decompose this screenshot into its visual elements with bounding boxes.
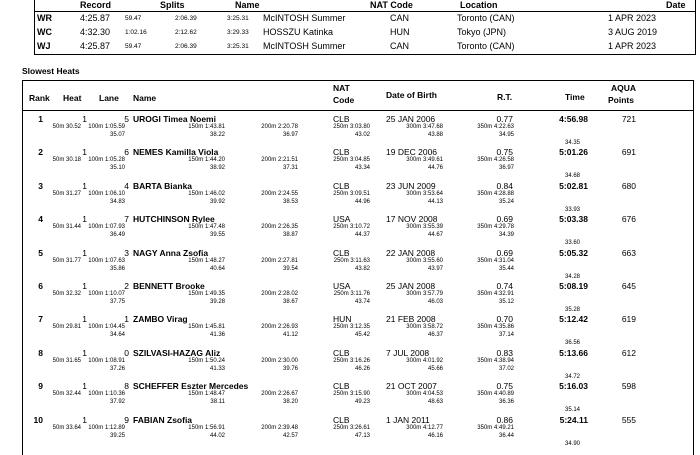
split-50: 50m 33.64 bbox=[52, 424, 81, 431]
date-of-birth: 19 DEC 2006 bbox=[386, 147, 438, 158]
delta-100: 35.86 bbox=[109, 265, 125, 272]
delta-200: 37.31 bbox=[282, 165, 298, 172]
delta-200: 36.97 bbox=[282, 132, 298, 138]
delta-300: 43.97 bbox=[427, 265, 443, 272]
aqua-header-1: AQUA bbox=[611, 83, 637, 93]
date-of-birth: 1 JAN 2011 bbox=[386, 414, 430, 425]
split-150: 150m 1:56.91 bbox=[188, 424, 225, 431]
heat-cell: 1 bbox=[82, 381, 87, 392]
delta-250: 43.82 bbox=[354, 265, 370, 272]
delta-400: 34.35 bbox=[564, 140, 580, 146]
lane-cell: 4 bbox=[124, 180, 129, 191]
final-time: 5:02.81 bbox=[559, 180, 588, 191]
heat-cell: 1 bbox=[82, 281, 87, 291]
record-time: 4:32.30 bbox=[80, 27, 111, 37]
aqua-points: 645 bbox=[621, 281, 636, 291]
split-300: 300m 3:55.39 bbox=[406, 224, 443, 231]
rt-header: R.T. bbox=[497, 92, 513, 102]
split-150: 150m 1:46.02 bbox=[188, 190, 225, 197]
delta-100: 35.10 bbox=[109, 165, 125, 172]
split-150: 150m 1:47.48 bbox=[188, 224, 225, 231]
split-100: 100m 1:12.89 bbox=[88, 424, 125, 431]
lane-cell: 1 bbox=[124, 314, 129, 325]
split-200: 200m 2:26.93 bbox=[261, 324, 298, 331]
table-row bbox=[23, 248, 693, 281]
split-100: 100m 1:06.10 bbox=[88, 190, 125, 197]
delta-150: 41.36 bbox=[209, 332, 225, 339]
split-300: 300m 3:49.61 bbox=[406, 157, 443, 164]
split-300: 300m 3:55.60 bbox=[406, 257, 443, 264]
delta-250: 44.37 bbox=[354, 232, 370, 239]
rank-cell: 5 bbox=[38, 247, 43, 258]
final-time: 5:24.11 bbox=[559, 414, 588, 425]
results-table bbox=[22, 80, 694, 455]
aqua-points: 676 bbox=[621, 214, 636, 225]
table-row bbox=[23, 381, 693, 414]
delta-150: 39.28 bbox=[209, 299, 225, 305]
name-header: Name bbox=[235, 0, 260, 10]
heat-cell: 1 bbox=[82, 414, 87, 425]
delta-100: 37.75 bbox=[109, 299, 125, 305]
record-date: 3 AUG 2019 bbox=[608, 27, 658, 37]
delta-250: 43.74 bbox=[354, 299, 370, 305]
table-row bbox=[23, 181, 693, 214]
split-50: 50m 32.44 bbox=[52, 391, 81, 398]
split-100: 100m 1:05.59 bbox=[88, 124, 125, 130]
record-split-50: 59.47 bbox=[125, 43, 142, 50]
delta-400: 35.14 bbox=[564, 407, 580, 414]
split-50: 50m 32.32 bbox=[52, 291, 81, 297]
split-150: 150m 1:49.35 bbox=[188, 291, 225, 297]
split-350: 350m 4:35.86 bbox=[477, 324, 514, 331]
split-200: 200m 2:28.02 bbox=[261, 291, 298, 297]
split-150: 150m 1:45.81 bbox=[188, 324, 225, 331]
nat-code: CLB bbox=[333, 180, 350, 191]
record-row bbox=[35, 12, 695, 26]
reaction-time: 0.70 bbox=[496, 314, 513, 325]
athlete-name: HUTCHINSON Rylee bbox=[133, 214, 215, 225]
delta-400: 33.93 bbox=[564, 206, 580, 213]
record-location: Tokyo (JPN) bbox=[457, 27, 507, 37]
split-50: 50m 30.52 bbox=[52, 124, 81, 130]
split-150: 150m 1:50.24 bbox=[188, 357, 225, 364]
split-150: 150m 1:48.27 bbox=[188, 257, 225, 264]
split-150: 150m 1:48.47 bbox=[188, 391, 225, 398]
time-header: Time bbox=[565, 92, 585, 102]
delta-350: 36.36 bbox=[498, 399, 514, 406]
delta-150: 38.92 bbox=[209, 165, 225, 172]
delta-100: 37.92 bbox=[109, 399, 125, 406]
record-split-50: 1:02.16 bbox=[125, 29, 147, 36]
aqua-points: 680 bbox=[621, 180, 636, 191]
nat-header: NAT Code bbox=[370, 0, 413, 10]
delta-100: 36.49 bbox=[109, 232, 125, 239]
delta-350: 37.02 bbox=[498, 365, 514, 372]
split-100: 100m 1:05.28 bbox=[88, 157, 125, 164]
aqua-points: 612 bbox=[621, 347, 636, 358]
date-of-birth: 7 JUL 2008 bbox=[386, 347, 430, 358]
delta-350: 36.44 bbox=[498, 432, 514, 439]
split-250: 250m 3:03.80 bbox=[333, 124, 370, 130]
heat-cell: 1 bbox=[82, 247, 87, 258]
delta-150: 38.11 bbox=[210, 399, 225, 406]
delta-400: 34.68 bbox=[564, 173, 580, 180]
final-time: 5:16.03 bbox=[559, 381, 588, 392]
athlete-name: ZAMBO Virag bbox=[133, 314, 188, 325]
split-200: 200m 2:24.55 bbox=[261, 190, 298, 197]
table-row bbox=[23, 214, 693, 247]
delta-150: 38.22 bbox=[209, 132, 225, 138]
aqua-points: 721 bbox=[621, 114, 636, 124]
split-200: 200m 2:39.48 bbox=[261, 424, 298, 431]
lane-cell: 6 bbox=[124, 147, 129, 158]
delta-200: 39.76 bbox=[282, 365, 298, 372]
split-100: 100m 1:10.07 bbox=[88, 291, 125, 297]
split-250: 250m 3:10.72 bbox=[333, 224, 370, 231]
record-header: Record bbox=[80, 0, 112, 10]
nat-code: USA bbox=[333, 281, 351, 291]
split-50: 50m 31.65 bbox=[52, 357, 81, 364]
split-200: 200m 2:27.81 bbox=[261, 257, 298, 264]
delta-350: 37.14 bbox=[498, 332, 514, 339]
delta-250: 45.42 bbox=[354, 332, 370, 339]
split-350: 350m 4:32.91 bbox=[477, 291, 514, 297]
rank-cell: 6 bbox=[38, 281, 43, 291]
delta-300: 44.76 bbox=[427, 165, 443, 172]
split-250: 250m 3:15.90 bbox=[333, 391, 370, 398]
lane-cell: 8 bbox=[124, 381, 129, 392]
delta-200: 38.67 bbox=[282, 299, 298, 305]
rank-cell: 2 bbox=[38, 147, 43, 158]
record-split-150: 2:06.39 bbox=[175, 15, 197, 22]
split-50: 50m 31.27 bbox=[52, 190, 81, 197]
heat-cell: 1 bbox=[82, 214, 87, 225]
heat-header: Heat bbox=[63, 93, 82, 103]
date-of-birth: 21 FEB 2008 bbox=[386, 314, 436, 325]
split-350: 350m 4:31.04 bbox=[477, 257, 514, 264]
delta-200: 42.57 bbox=[282, 432, 298, 439]
reaction-time: 0.74 bbox=[496, 281, 513, 291]
table-row bbox=[23, 348, 693, 381]
lane-cell: 2 bbox=[124, 281, 129, 291]
rank-cell: 7 bbox=[38, 314, 43, 325]
split-350: 350m 4:49.21 bbox=[477, 424, 514, 431]
final-time: 5:01.26 bbox=[559, 147, 588, 158]
split-300: 300m 3:47.68 bbox=[406, 124, 443, 130]
split-250: 250m 3:12.35 bbox=[333, 324, 370, 331]
delta-350: 34.95 bbox=[498, 132, 514, 138]
split-50: 50m 31.44 bbox=[52, 224, 81, 231]
split-200: 200m 2:26.67 bbox=[261, 391, 298, 398]
delta-300: 46.03 bbox=[427, 299, 443, 305]
rank-cell: 8 bbox=[38, 347, 43, 358]
record-split-150: 2:06.39 bbox=[175, 43, 197, 50]
date-of-birth: 22 JAN 2008 bbox=[386, 247, 436, 258]
final-time: 5:13.66 bbox=[559, 347, 588, 358]
delta-400: 34.90 bbox=[564, 440, 580, 447]
aqua-points: 555 bbox=[621, 414, 636, 425]
delta-400: 35.28 bbox=[564, 307, 580, 313]
split-350: 350m 4:38.94 bbox=[477, 357, 514, 364]
split-350: 350m 4:40.89 bbox=[477, 391, 514, 398]
rank-cell: 3 bbox=[38, 180, 43, 191]
delta-300: 46.37 bbox=[427, 332, 443, 339]
lane-cell: 7 bbox=[124, 214, 129, 225]
rank-cell: 10 bbox=[33, 414, 43, 425]
record-code: WJ bbox=[37, 41, 51, 51]
date-header: Date bbox=[666, 0, 686, 10]
aqua-points: 691 bbox=[621, 147, 636, 158]
record-nat: CAN bbox=[390, 13, 410, 23]
delta-150: 44.02 bbox=[209, 432, 225, 439]
split-250: 250m 3:26.61 bbox=[333, 424, 370, 431]
delta-100: 35.07 bbox=[109, 132, 125, 138]
section-title: Slowest Heats bbox=[22, 66, 80, 76]
reaction-time: 0.69 bbox=[496, 247, 513, 258]
delta-300: 43.88 bbox=[427, 132, 443, 138]
lane-header: Lane bbox=[99, 93, 119, 103]
rank-cell: 4 bbox=[38, 214, 43, 225]
delta-350: 35.12 bbox=[498, 299, 514, 305]
split-100: 100m 1:08.91 bbox=[88, 357, 125, 364]
splits-header: Splits bbox=[160, 0, 185, 10]
aqua-points: 619 bbox=[621, 314, 636, 325]
split-350: 350m 4:22.63 bbox=[477, 124, 514, 130]
split-250: 250m 3:11.76 bbox=[333, 291, 370, 297]
lane-cell: 5 bbox=[124, 114, 129, 124]
record-name: McINTOSH Summer bbox=[263, 41, 346, 51]
aqua-points: 663 bbox=[621, 247, 636, 258]
split-300: 300m 3:58.72 bbox=[406, 324, 443, 331]
records-box bbox=[34, 0, 696, 55]
nat-code: USA bbox=[333, 214, 351, 225]
split-50: 50m 31.77 bbox=[52, 257, 81, 264]
delta-350: 35.24 bbox=[498, 198, 514, 205]
split-250: 250m 3:09.51 bbox=[333, 190, 370, 197]
delta-250: 46.26 bbox=[354, 365, 370, 372]
delta-200: 41.12 bbox=[282, 332, 298, 339]
delta-300: 44.67 bbox=[427, 232, 443, 239]
heat-cell: 1 bbox=[82, 114, 87, 124]
reaction-time: 0.86 bbox=[496, 414, 513, 425]
date-of-birth: 17 NOV 2008 bbox=[386, 214, 438, 225]
delta-250: 44.96 bbox=[354, 198, 370, 205]
reaction-time: 0.84 bbox=[496, 180, 513, 191]
record-nat: HUN bbox=[390, 27, 410, 37]
dob-header: Date of Birth bbox=[386, 90, 437, 100]
lane-cell: 3 bbox=[124, 247, 129, 258]
heat-cell: 1 bbox=[82, 314, 87, 325]
delta-200: 38.87 bbox=[282, 232, 298, 239]
record-date: 1 APR 2023 bbox=[608, 13, 657, 23]
split-200: 200m 2:21.51 bbox=[261, 157, 298, 164]
record-code: WR bbox=[37, 13, 52, 23]
reaction-time: 0.77 bbox=[496, 114, 513, 124]
delta-100: 34.64 bbox=[109, 332, 125, 339]
date-of-birth: 23 JUN 2009 bbox=[386, 180, 436, 191]
heat-cell: 1 bbox=[82, 180, 87, 191]
delta-200: 39.54 bbox=[282, 265, 298, 272]
athlete-name: SZILVASI-HAZAG Aliz bbox=[133, 347, 221, 358]
final-time: 5:08.19 bbox=[559, 281, 588, 291]
table-row bbox=[23, 147, 693, 180]
record-split-150: 2:12.62 bbox=[175, 29, 197, 36]
delta-200: 38.20 bbox=[282, 399, 298, 406]
lane-cell: 9 bbox=[124, 414, 129, 425]
nat-code: CLB bbox=[333, 247, 350, 258]
delta-300: 48.63 bbox=[427, 399, 443, 406]
delta-400: 34.72 bbox=[564, 373, 580, 380]
split-50: 50m 30.18 bbox=[52, 157, 81, 164]
split-300: 300m 3:57.79 bbox=[406, 291, 443, 297]
athlete-name: NEMES Kamilla Viola bbox=[133, 147, 219, 158]
nat-code: CLB bbox=[333, 414, 350, 425]
rank-cell: 1 bbox=[38, 114, 43, 124]
table-row bbox=[23, 114, 693, 147]
reaction-time: 0.83 bbox=[496, 347, 513, 358]
split-250: 250m 3:16.26 bbox=[333, 357, 370, 364]
table-row bbox=[23, 281, 693, 314]
record-date: 1 APR 2023 bbox=[608, 41, 657, 51]
delta-350: 36.97 bbox=[498, 165, 514, 172]
delta-100: 37.26 bbox=[109, 365, 125, 372]
delta-250: 47.13 bbox=[354, 432, 370, 439]
split-100: 100m 1:07.63 bbox=[88, 257, 125, 264]
athlete-name: SCHEFFER Eszter Mercedes bbox=[133, 381, 249, 392]
delta-250: 43.34 bbox=[354, 165, 370, 172]
athlete-name: BARTA Bianka bbox=[133, 180, 193, 191]
table-row bbox=[23, 415, 693, 448]
split-350: 350m 4:26.58 bbox=[477, 157, 514, 164]
records-header bbox=[35, 0, 695, 11]
delta-200: 38.53 bbox=[282, 198, 298, 205]
split-200: 200m 2:20.78 bbox=[261, 124, 298, 130]
split-100: 100m 1:07.93 bbox=[88, 224, 125, 231]
nat-code: CLB bbox=[333, 347, 350, 358]
split-100: 100m 1:04.45 bbox=[88, 324, 125, 331]
split-250: 250m 3:11.63 bbox=[333, 257, 370, 264]
delta-400: 36.56 bbox=[564, 340, 580, 347]
delta-150: 41.33 bbox=[209, 365, 225, 372]
date-of-birth: 25 JAN 2008 bbox=[386, 281, 436, 291]
date-of-birth: 21 OCT 2007 bbox=[386, 381, 437, 392]
split-300: 300m 3:53.64 bbox=[406, 190, 443, 197]
final-time: 4:56.98 bbox=[559, 114, 588, 124]
delta-150: 39.55 bbox=[209, 232, 225, 239]
delta-150: 40.64 bbox=[209, 265, 225, 272]
delta-150: 39.92 bbox=[209, 198, 225, 205]
split-50: 50m 29.81 bbox=[52, 324, 81, 331]
split-300: 300m 4:01.92 bbox=[406, 357, 443, 364]
nat-header-2: Code bbox=[333, 95, 355, 105]
athlete-name: FABIAN Zsofia bbox=[133, 414, 193, 425]
record-split-250: 3:25.31 bbox=[227, 15, 249, 22]
date-of-birth: 25 JAN 2006 bbox=[386, 114, 436, 124]
delta-300: 44.13 bbox=[427, 198, 443, 205]
location-header: Location bbox=[460, 0, 498, 10]
record-name: HOSSZU Katinka bbox=[263, 27, 334, 37]
record-time: 4:25.87 bbox=[80, 41, 111, 51]
split-150: 150m 1:43.81 bbox=[188, 124, 225, 130]
nat-code: CLB bbox=[333, 381, 350, 392]
delta-400: 34.28 bbox=[564, 273, 580, 280]
athlete-name: UROGI Timea Noemi bbox=[133, 114, 216, 124]
delta-300: 45.66 bbox=[427, 365, 443, 372]
record-row bbox=[35, 40, 695, 54]
aqua-header-2: Points bbox=[608, 95, 634, 105]
athlete-name: BENNETT Brooke bbox=[133, 281, 205, 291]
split-200: 200m 2:30.00 bbox=[261, 357, 298, 364]
reaction-time: 0.75 bbox=[496, 147, 513, 158]
record-split-250: 3:29.33 bbox=[227, 29, 249, 36]
delta-100: 34.83 bbox=[109, 198, 125, 205]
record-split-50: 59.47 bbox=[125, 15, 142, 22]
split-350: 350m 4:28.88 bbox=[477, 190, 514, 197]
split-350: 350m 4:29.78 bbox=[477, 224, 514, 231]
nat-code: CLB bbox=[333, 114, 350, 124]
aqua-points: 598 bbox=[621, 381, 636, 392]
heat-cell: 1 bbox=[82, 147, 87, 158]
record-name: McINTOSH Summer bbox=[263, 13, 346, 23]
athlete-name: NAGY Anna Zsofia bbox=[133, 247, 209, 258]
delta-300: 46.16 bbox=[427, 432, 443, 439]
final-time: 5:03.38 bbox=[559, 214, 588, 225]
split-100: 100m 1:10.36 bbox=[88, 391, 125, 398]
delta-250: 49.23 bbox=[354, 399, 370, 406]
delta-350: 35.44 bbox=[498, 265, 514, 272]
split-250: 250m 3:04.85 bbox=[333, 157, 370, 164]
final-time: 5:05.32 bbox=[559, 247, 588, 258]
reaction-time: 0.69 bbox=[496, 214, 513, 225]
name-header: Name bbox=[133, 93, 157, 103]
table-row bbox=[23, 314, 693, 347]
split-200: 200m 2:26.35 bbox=[261, 224, 298, 231]
rank-cell: 9 bbox=[38, 381, 43, 392]
record-code: WC bbox=[37, 27, 52, 37]
split-300: 300m 4:04.53 bbox=[406, 391, 443, 398]
nat-header-1: NAT bbox=[333, 83, 350, 93]
final-time: 5:12.42 bbox=[559, 314, 588, 325]
record-split-250: 3:25.31 bbox=[227, 43, 249, 50]
delta-400: 33.60 bbox=[564, 240, 580, 247]
split-300: 300m 4:12.77 bbox=[406, 424, 443, 431]
rank-header: Rank bbox=[29, 93, 50, 103]
split-150: 150m 1:44.20 bbox=[188, 157, 225, 164]
delta-100: 39.25 bbox=[109, 432, 125, 439]
record-time: 4:25.87 bbox=[80, 13, 111, 23]
record-location: Toronto (CAN) bbox=[457, 13, 515, 23]
record-row bbox=[35, 26, 695, 40]
delta-350: 34.39 bbox=[498, 232, 514, 239]
heat-cell: 1 bbox=[82, 347, 87, 358]
lane-cell: 0 bbox=[124, 347, 129, 358]
reaction-time: 0.75 bbox=[496, 381, 513, 392]
delta-250: 43.02 bbox=[354, 132, 370, 138]
record-location: Toronto (CAN) bbox=[457, 41, 515, 51]
nat-code: CLB bbox=[333, 147, 350, 158]
record-nat: CAN bbox=[390, 41, 410, 51]
nat-code: HUN bbox=[333, 314, 352, 325]
